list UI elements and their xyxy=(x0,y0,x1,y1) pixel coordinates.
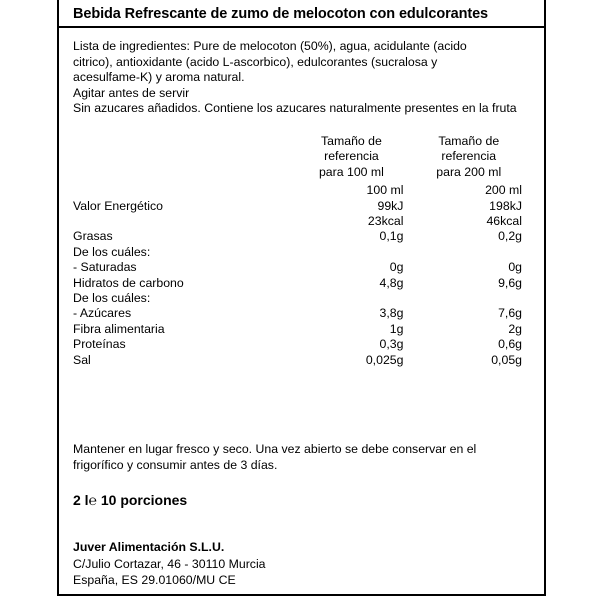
nutrition-row xyxy=(73,245,532,260)
nutrition-header-blank xyxy=(73,134,295,180)
nutrition-value-200ml: 7,6g xyxy=(498,306,522,321)
column-header-200ml-line1: Tamaño de referencia xyxy=(438,133,500,164)
unit-value-200ml: 200 ml xyxy=(485,183,522,198)
nutrition-row xyxy=(73,276,532,291)
storage-instructions xyxy=(73,442,532,473)
nutrition-row-label: Hidratos de carbono xyxy=(73,275,184,290)
company-name: Juver Alimentación S.L.U. xyxy=(73,540,225,555)
nutrition-value-200ml: 0,2g xyxy=(498,229,522,244)
storage-line-2: frigorífico y consumir antes de 3 días. xyxy=(73,457,278,472)
nutrition-rows xyxy=(73,199,532,368)
nutrition-row-label: Grasas xyxy=(73,229,113,244)
nutrition-value-100ml xyxy=(295,245,409,260)
ingredients-line-2: citrico), antioxidante (acido L-ascorbico), edulcorantes (sucralosa y xyxy=(73,54,438,69)
company-address: C/Julio Cortazar, 46 - 30110 Murcia xyxy=(73,556,266,571)
nutrition-value-100ml: 23kcal xyxy=(367,214,404,228)
nutrition-value-100ml: 4,8g xyxy=(379,275,404,290)
nutrition-row xyxy=(73,260,532,275)
nutrition-label-frame xyxy=(57,0,546,596)
net-quantity-and-portions: 2 l℮ 10 porciones xyxy=(73,492,188,509)
column-header-100ml-line2: para 100 ml xyxy=(318,164,384,179)
nutrition-row xyxy=(73,322,532,337)
nutrition-value-100ml xyxy=(295,291,409,306)
nutrition-unit-row xyxy=(73,183,532,198)
nutrition-value-200ml: 0,6g xyxy=(498,337,522,352)
nutrition-value-200ml xyxy=(409,291,532,306)
nutrition-value-100ml: 3,8g xyxy=(379,306,404,321)
ingredients-line-3: acesulfame-K) y aroma natural. xyxy=(73,70,245,85)
nutrition-row-label: De los cuáles: xyxy=(73,291,151,306)
nutrition-value-200ml: 46kcal xyxy=(486,214,522,228)
nutrition-row xyxy=(73,353,532,368)
table-footer-gap xyxy=(73,368,532,442)
column-header-100ml xyxy=(295,134,409,180)
company-block xyxy=(73,539,532,588)
nutrition-row-label: Valor Energético xyxy=(73,198,163,213)
nutrition-value-200ml: 198kJ xyxy=(489,198,522,213)
column-header-100ml-line1: Tamaño de referencia xyxy=(321,133,382,164)
column-header-200ml-line2: para 200 ml xyxy=(436,164,502,179)
product-title: Bebida Refrescante de zumo de melocoton con edulcorantes xyxy=(73,6,488,22)
shake-instruction: Agitar antes de servir xyxy=(73,85,190,100)
nutrition-row-label: - Azúcares xyxy=(73,306,132,321)
nutrition-value-100ml: 1g xyxy=(389,321,404,336)
nutrition-row xyxy=(73,214,532,229)
nutrition-row-label: Proteínas xyxy=(73,337,126,352)
nutrition-value-200ml: 9,6g xyxy=(498,275,522,290)
nutrition-value-100ml: 0,025g xyxy=(365,352,404,367)
ingredients-section xyxy=(59,28,544,588)
nutrition-value-100ml: 0,1g xyxy=(379,229,404,244)
nutrition-row xyxy=(73,337,532,352)
nutrition-value-200ml: 0g xyxy=(508,260,522,275)
storage-line-1: Mantener en lugar fresco y seco. Una vez abierto se debe conservar en el xyxy=(73,442,477,457)
nutrition-row-label: - Saturadas xyxy=(73,260,137,275)
unit-row-blank xyxy=(73,183,295,198)
nutrition-row-label xyxy=(73,214,295,229)
nutrition-value-100ml: 0g xyxy=(389,260,404,275)
ingredients-line-1: Lista de ingredientes: Pure de melocoton (50%), agua, acidulante (acido xyxy=(73,39,467,53)
nutrition-row xyxy=(73,291,532,306)
nutrition-row xyxy=(73,199,532,214)
nutrition-value-200ml xyxy=(409,245,532,260)
company-health-mark: España, ES 29.01060/MU CE xyxy=(73,573,236,588)
unit-value-100ml: 100 ml xyxy=(366,183,404,198)
nutrition-value-100ml: 0,3g xyxy=(379,337,404,352)
column-header-200ml xyxy=(409,134,532,180)
nutrition-row xyxy=(73,229,532,244)
ingredients-block xyxy=(73,28,532,117)
no-added-sugar-note: Sin azucares añadidos. Contiene los azucares naturalmente presentes en la fruta xyxy=(73,101,517,116)
nutrition-row-label: Fibra alimentaria xyxy=(73,321,165,336)
nutrition-row-label: Sal xyxy=(73,352,91,367)
nutrition-row-label: De los cuáles: xyxy=(73,244,151,259)
nutrition-header-row xyxy=(73,134,532,180)
nutrition-row xyxy=(73,306,532,321)
nutrition-value-200ml: 2g xyxy=(508,321,522,336)
nutrition-table-body xyxy=(73,134,532,199)
nutrition-value-100ml: 99kJ xyxy=(377,198,404,213)
nutrition-table xyxy=(73,134,532,368)
product-title-row xyxy=(59,0,544,28)
nutrition-value-200ml: 0,05g xyxy=(491,352,522,367)
